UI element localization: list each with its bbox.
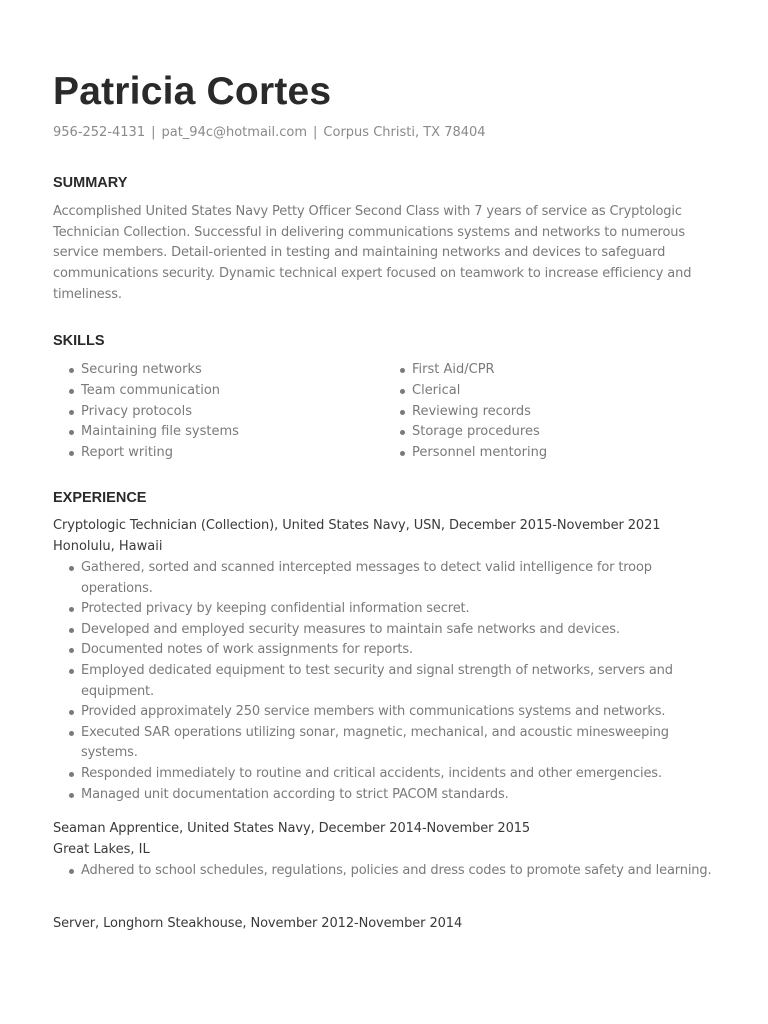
email-address: pat_94c@hotmail.com — [161, 125, 308, 140]
summary-paragraph: Accomplished United States Navy Petty Officer Second Class with 7 years of service as Cryptologic Technician Collection. Successful in delivering communications systems and networks to numerous service members. Detail-oriented in testing and maintaining networks and devices to safeguard communications security. Dynamic technical expert focused on teamwork to increase efficiency and timeliness. — [53, 204, 692, 302]
skills-list-left — [67, 360, 239, 464]
job-location: Great Lakes, IL — [53, 842, 150, 857]
list-item: Responded immediately to routine and critical accidents, incidents and other emergencies. — [67, 764, 723, 785]
list-item: Employed dedicated equipment to test security and signal strength of networks, servers and equipment. — [67, 661, 723, 702]
job-bullets — [67, 861, 723, 882]
skills-heading: SKILLS — [53, 333, 105, 349]
skill-item: Storage procedures — [398, 422, 547, 443]
list-item: Provided approximately 250 service members with communications systems and networks. — [67, 702, 723, 723]
skill-item: Maintaining file systems — [67, 422, 239, 443]
candidate-name: Patricia Cortes — [53, 70, 332, 113]
skill-item: Report writing — [67, 443, 239, 464]
list-item: Protected privacy by keeping confidential information secret. — [67, 599, 723, 620]
address: Corpus Christi, TX 78404 — [323, 125, 486, 140]
skill-item: Personnel mentoring — [398, 443, 547, 464]
skill-item: First Aid/CPR — [398, 360, 547, 381]
contact-line — [53, 125, 486, 140]
skills-list-right — [398, 360, 547, 464]
summary-heading: SUMMARY — [53, 175, 128, 191]
list-item: Adhered to school schedules, regulations, policies and dress codes to promote safety and learning. — [67, 861, 723, 882]
separator: | — [151, 125, 156, 140]
list-item: Gathered, sorted and scanned intercepted messages to detect valid intelligence for troop operations. — [67, 558, 723, 599]
job-title: Seaman Apprentice, United States Navy, December 2014-November 2015 — [53, 821, 531, 836]
job-bullets — [67, 558, 723, 805]
job-location: Honolulu, Hawaii — [53, 539, 163, 554]
experience-heading: EXPERIENCE — [53, 490, 147, 506]
separator: | — [313, 125, 318, 140]
skill-item: Team communication — [67, 381, 239, 402]
list-item: Documented notes of work assignments for reports. — [67, 640, 723, 661]
job-title: Cryptologic Technician (Collection), United States Navy, USN, December 2015-November 2021 — [53, 518, 661, 533]
skill-item: Reviewing records — [398, 402, 547, 423]
skill-item: Privacy protocols — [67, 402, 239, 423]
list-item: Managed unit documentation according to strict PACOM standards. — [67, 785, 723, 806]
list-item: Developed and employed security measures to maintain safe networks and devices. — [67, 620, 723, 641]
skill-item: Securing networks — [67, 360, 239, 381]
job-title: Server, Longhorn Steakhouse, November 2012-November 2014 — [53, 916, 463, 931]
list-item: Executed SAR operations utilizing sonar, magnetic, mechanical, and acoustic minesweeping systems. — [67, 723, 723, 764]
skill-item: Clerical — [398, 381, 547, 402]
phone-number: 956-252-4131 — [53, 125, 146, 140]
